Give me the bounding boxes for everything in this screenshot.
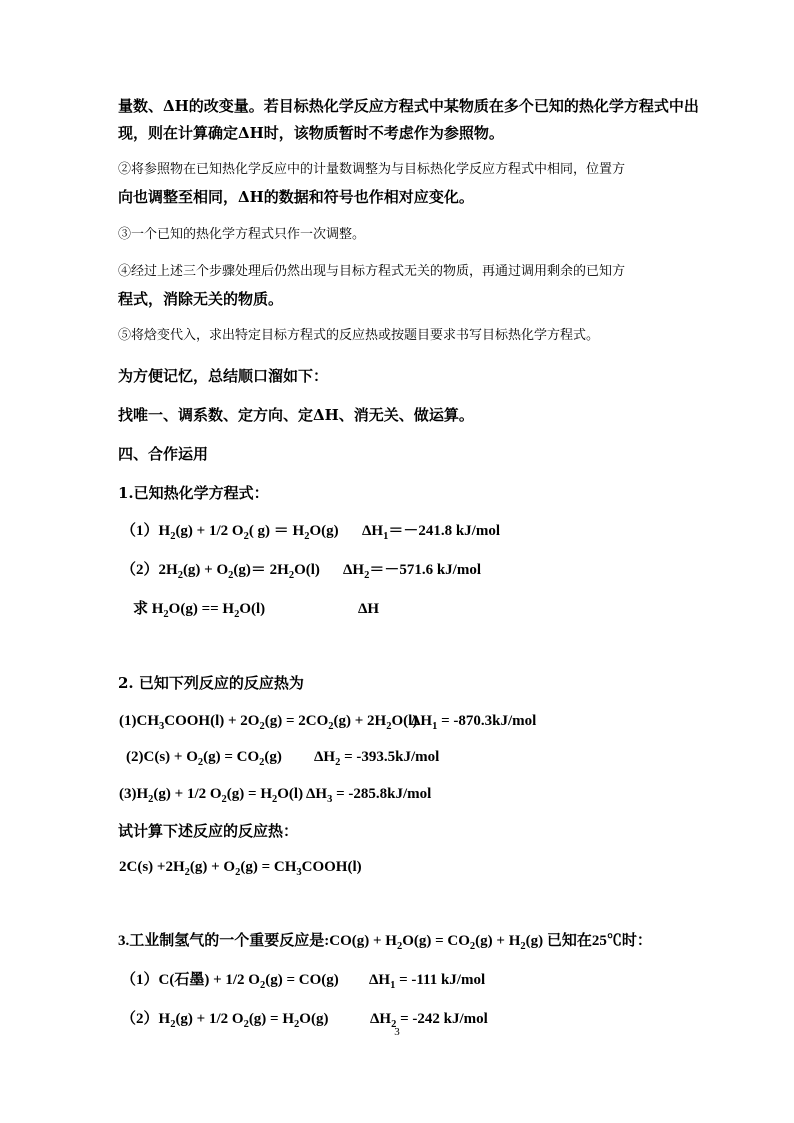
equation-2: $(2)2H_2(g) + O_2(g)= 2H_2O(l)$ <box>121 562 320 581</box>
paragraph-line: 向也调整至相同，ΔH的数据和符号也作相对应变化。 <box>118 188 474 206</box>
enthalpy-1: $\Delta H_1 = -111$ kJ/mol <box>369 972 486 991</box>
enthalpy-2: $\Delta H_2 = -242$ kJ/mol <box>370 1011 488 1030</box>
enthalpy-2: $\Delta H_2 = -393.5kJ/mol$ <box>314 749 440 768</box>
paragraph-line: 程式，消除无关的物质。 <box>118 290 284 308</box>
enthalpy-3: $\Delta H_3 = -285.8kJ/mol$ <box>306 786 432 805</box>
equation-1: $(1)H_2(g) + 1/2$ $O_2$( $g) = H_2O(g)$ <box>121 523 339 542</box>
enthalpy-1: $\Delta H_1=-241.8$ kJ/mol <box>362 523 501 542</box>
page-number: 3 <box>394 1026 400 1038</box>
question-3-title: 3.工业制氢气的一个重要反应是:CO(g) + $H_2O(g) = CO_2(g) + H_2(g)$ 已知在25℃时： <box>118 933 652 952</box>
paragraph-line: ④经过上述三个步骤处理后仍然出现与目标方程式无关的物质，再通过调用剩余的已知方 <box>118 264 626 279</box>
enthalpy-1: $\Delta H_1 = -870.3kJ/mol$ <box>411 713 537 732</box>
equation-1: （1）C(石墨) + 1/2 $O_2(g) = CO(g)$ <box>121 972 339 991</box>
enthalpy-target: ΔH <box>358 601 380 617</box>
equation-1: $(1)CH_3COOH(l) + 2O_2(g) = 2CO_2(g) + 2H_2O(l)$ <box>119 713 418 732</box>
equation-2: $(2)H_2(g) + 1/2$ $O_2(g) = H_2O(g)$ <box>121 1011 329 1030</box>
target-equation-2: $2C(s) +2H_2(g) + O_2(g)$ = $CH_3COOH(l)$ <box>119 859 362 878</box>
equation-3: $(3)H_2(g) + 1/2$ $O_2(g) = H_2O(l)$ <box>119 786 304 805</box>
paragraph-line: 量数、ΔH的改变量。若目标热化学反应方程式中某物质在多个已知的热化学方程式中出 <box>118 97 699 115</box>
question-2-title: 2. 已知下列反应的反应热为 <box>118 674 304 692</box>
section-heading: 四、合作运用 <box>118 445 209 463</box>
paragraph-line: ⑤将焓变代入，求出特定目标方程式的反应热或按题目要求书写目标热化学方程式。 <box>118 328 600 343</box>
enthalpy-2: $\Delta H_2=-571.6$ kJ/mol <box>343 562 482 581</box>
paragraph-line: ③一个已知的热化学方程式只作一次调整。 <box>118 227 366 242</box>
mnemonic: 找唯一、调系数、定方向、定ΔH、消无关、做运算。 <box>118 406 474 424</box>
mnemonic-intro: 为方便记忆，总结顺口溜如下： <box>118 367 329 385</box>
equation-2: $(2)C(s) + O_2(g) = CO_2(g)$ <box>126 749 282 768</box>
paragraph-line: ②将参照物在已知热化学反应中的计量数调整为与目标热化学反应方程式中相同，位置方 <box>118 162 626 177</box>
paragraph-line: 现，则在计算确定ΔH时，该物质暂时不考虑作为参照物。 <box>118 124 504 142</box>
target-equation-1: 求 $H_2O(g) == H_2O(l)$ <box>133 601 266 620</box>
question-1-title: 1.已知热化学方程式： <box>118 484 269 502</box>
question-2-ask: 试计算下述反应的反应热： <box>118 822 299 840</box>
